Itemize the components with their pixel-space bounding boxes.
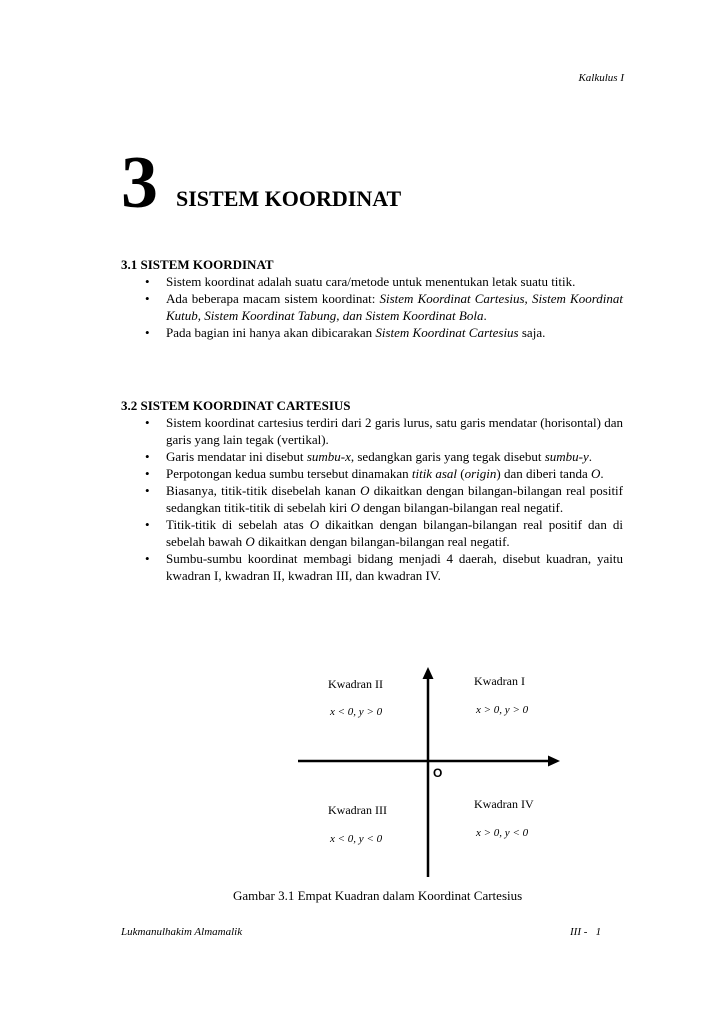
- list-item: • Ada beberapa macam sistem koordinat: Sistem Koordinat Cartesius, Sistem Koordinat Kutub, Sistem Koordinat Tabung, dan Sistem Koordinat Bola.: [145, 291, 623, 323]
- section-heading: 3.1 SISTEM KOORDINAT: [121, 257, 274, 272]
- y-axis-arrow-icon: [423, 667, 434, 679]
- chapter-title: SISTEM KOORDINAT: [176, 186, 402, 211]
- bullet-list: [121, 273, 623, 341]
- list-item: • Pada bagian ini hanya akan dibicarakan Sistem Koordinat Cartesius saja.: [145, 325, 546, 340]
- list-item: • Biasanya, titik-titik disebelah kanan O dikaitkan dengan bilangan-bilangan real positif sedangkan titik-titik di sebelah kiri O dengan bilangan-bilangan real negatif.: [145, 483, 623, 515]
- quadrant-4-label: Kwadran IV: [474, 797, 534, 811]
- quadrant-1-condition: x > 0, y > 0: [476, 704, 529, 716]
- bullet-icon: •: [145, 274, 150, 289]
- bullet-icon: •: [145, 517, 150, 532]
- quadrant-2-condition: x < 0, y > 0: [330, 706, 383, 718]
- chapter-number: 3: [121, 142, 158, 224]
- quadrant-2-label: Kwadran II: [328, 677, 383, 691]
- running-header: Kalkulus I: [578, 72, 624, 84]
- x-axis-arrow-icon: [548, 756, 560, 767]
- list-item: • Garis mendatar ini disebut sumbu-x, sedangkan garis yang tegak disebut sumbu-y.: [145, 449, 593, 464]
- figure-caption: Gambar 3.1 Empat Kuadran dalam Koordinat Cartesius: [233, 888, 523, 903]
- list-item: • Perpotongan kedua sumbu tersebut dinamakan titik asal (origin) dan diberi tanda O.: [145, 466, 604, 481]
- footer-page-number: III - 1: [570, 926, 602, 938]
- list-item: • Titik-titik di sebelah atas O dikaitkan dengan bilangan-bilangan real positif dan di sebelah bawah O dikaitkan dengan bilangan-bilangan real negatif.: [145, 517, 624, 549]
- section-3-2: [121, 397, 623, 584]
- bullet-icon: •: [145, 551, 150, 566]
- quadrant-3-condition: x < 0, y < 0: [330, 833, 383, 845]
- bullet-list: [121, 414, 623, 584]
- section-3-1: [121, 256, 623, 341]
- axes-drawing: [290, 665, 570, 885]
- list-item: • Sistem koordinat cartesius terdiri dari 2 garis lurus, satu garis mendatar (horisontal) dan garis yang lain tegak (vertikal).: [145, 415, 623, 447]
- bullet-icon: •: [145, 449, 150, 464]
- quadrant-4-condition: x > 0, y < 0: [476, 827, 529, 839]
- origin-label: O: [433, 766, 443, 780]
- quadrant-diagram: [290, 665, 570, 885]
- quadrant-3-label: Kwadran III: [328, 803, 387, 817]
- list-item: • Sistem koordinat adalah suatu cara/metode untuk menentukan letak suatu titik.: [145, 274, 576, 289]
- footer-author: Lukmanulhakim Almamalik: [121, 926, 243, 938]
- bullet-icon: •: [145, 466, 150, 481]
- bullet-icon: •: [145, 291, 150, 306]
- quadrant-1-label: Kwadran I: [474, 674, 525, 688]
- bullet-icon: •: [145, 415, 150, 430]
- bullet-icon: •: [145, 325, 150, 340]
- list-item: • Sumbu-sumbu koordinat membagi bidang menjadi 4 daerah, disebut kuadran, yaitu kwadran I, kwadran II, kwadran III, dan kwadran IV.: [145, 551, 623, 583]
- bullet-icon: •: [145, 483, 150, 498]
- section-heading: 3.2 SISTEM KOORDINAT CARTESIUS: [121, 398, 351, 413]
